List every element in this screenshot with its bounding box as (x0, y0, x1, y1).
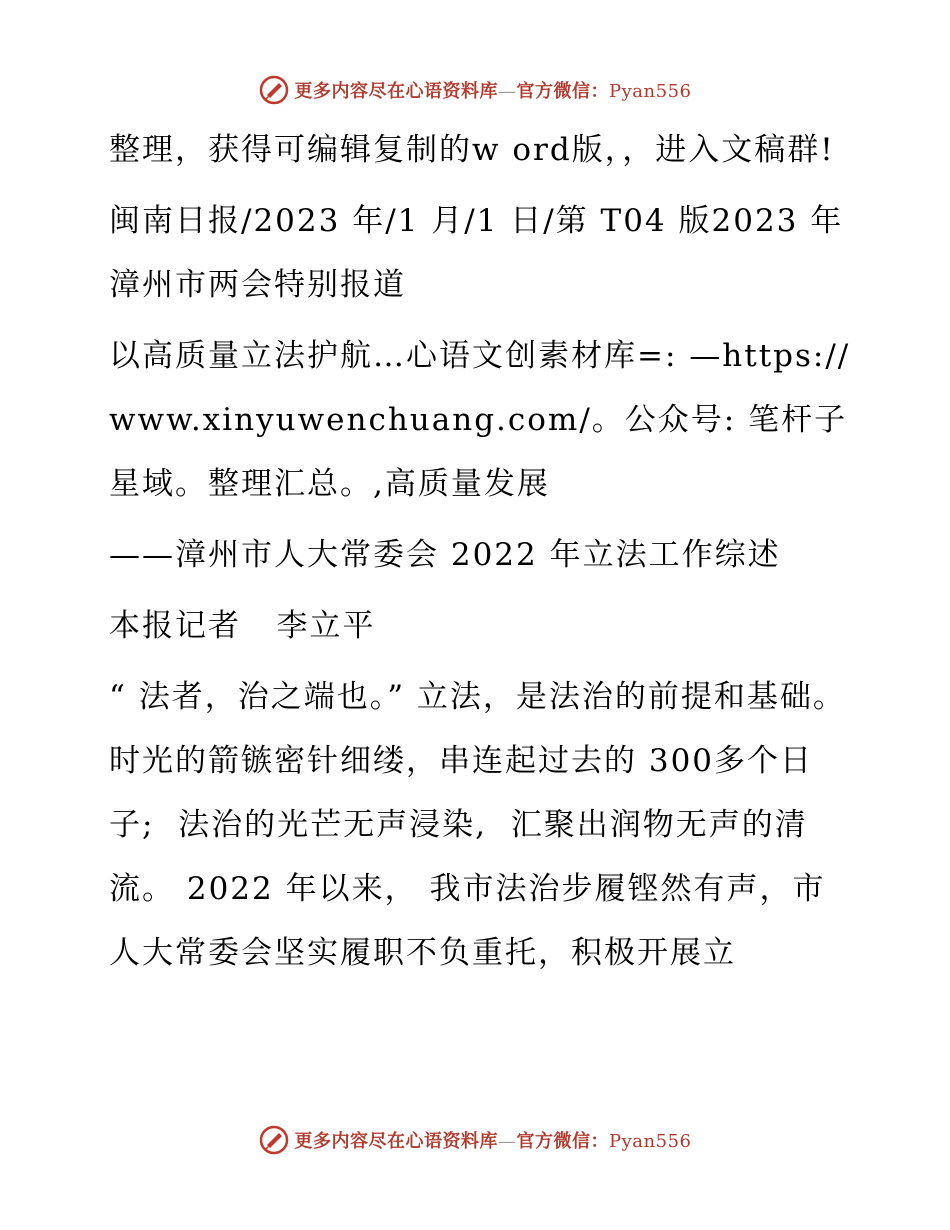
paragraph-subtitle: ——漳州市人大常委会 2022 年立法工作综述 (109, 537, 781, 573)
watermark-text: 更多内容尽在心语资料库—官方微信：Pyan556 (294, 81, 692, 102)
footer-watermark (0, 1120, 950, 1160)
paragraph-byline: 本报记者 李立平 (109, 608, 376, 644)
document-body (97, 118, 857, 992)
paragraph-headline: 以高质量立法护航…心语文创素材库=: —https://www.xinyuwenchuang.com/。公众号: 笔杆子星域。整理汇总。,高质量发展 (109, 338, 851, 502)
paragraph-intro: 整理，获得可编辑复制的w ord版，，进入文稿群! (109, 132, 835, 168)
paragraph-body: “ 法者，治之端也。” 立法，是法治的前提和基础。时光的箭镞密针细缕，串连起过去的 300多个日子; 法治的光芒无声浸染, 汇聚出润物无声的清流。 2022 年以来， 我市法治步履铿然有声，市人大常委会坚实履职不负重托，积极开展立 (109, 679, 846, 971)
watermark-text: 更多内容尽在心语资料库—官方微信：Pyan556 (294, 1131, 692, 1152)
paragraph-source: 闽南日报/2023 年/1 月/1 日/第 T04 版2023 年漳州市两会特别报道 (109, 203, 844, 303)
header-watermark (0, 70, 950, 110)
logo-icon (259, 1125, 289, 1155)
logo-icon (259, 75, 289, 105)
